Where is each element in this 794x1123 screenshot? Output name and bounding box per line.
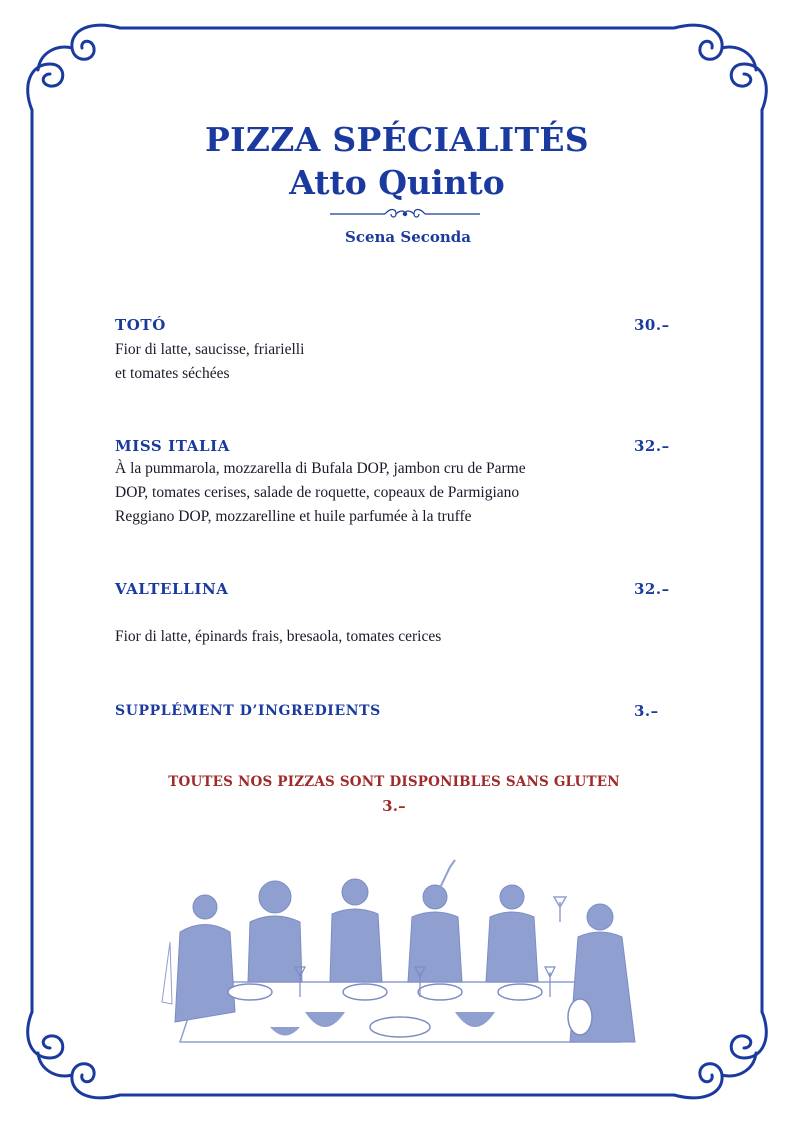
item-name-miss-italia: MISS ITALIA xyxy=(115,437,230,455)
description-line: Reggiano DOP, mozzarelline et huile parfumée à la truffe xyxy=(115,508,472,525)
corner-swirl-top-right-icon xyxy=(674,25,766,110)
dinner-party-illustration xyxy=(150,852,650,1057)
gluten-free-notice: TOUTES NOS PIZZAS SONT DISPONIBLES SANS GLUTEN xyxy=(168,774,620,790)
restaurant-name: Atto Quinto xyxy=(289,163,505,202)
item-price-valtellina: 32.– xyxy=(634,580,670,598)
description-line: Fior di latte, saucisse, friarielli xyxy=(115,341,305,358)
item-price-miss-italia: 32.– xyxy=(634,437,670,455)
description-line: À la pummarola, mozzarella di Bufala DOP, jambon cru de Parme xyxy=(115,460,526,477)
gluten-free-price: 3.– xyxy=(382,797,406,815)
item-description-toto xyxy=(115,338,635,386)
supplement-price: 3.– xyxy=(634,702,659,720)
title-divider-ornament-icon xyxy=(330,206,480,222)
description-line: Fior di latte, épinards frais, bresaola, tomates cerices xyxy=(115,628,442,645)
menu-title: PIZZA SPÉCIALITÉS xyxy=(205,120,589,159)
corner-swirl-bottom-right-icon xyxy=(674,1012,766,1098)
item-description-valtellina xyxy=(115,625,635,649)
corner-swirl-bottom-left-icon xyxy=(28,1012,120,1098)
description-line: DOP, tomates cerises, salade de roquette, copeaux de Parmigiano xyxy=(115,484,520,501)
item-description-miss-italia xyxy=(115,457,635,529)
menu-subtitle: Scena Seconda xyxy=(345,228,471,246)
item-price-toto: 30.– xyxy=(634,316,670,334)
description-line: et tomates séchées xyxy=(115,365,230,382)
corner-swirl-top-left-icon xyxy=(28,25,120,110)
item-name-valtellina: VALTELLINA xyxy=(115,580,229,598)
supplement-label: SUPPLÉMENT D’INGREDIENTS xyxy=(115,703,381,719)
item-name-toto: TOTÓ xyxy=(115,316,166,334)
